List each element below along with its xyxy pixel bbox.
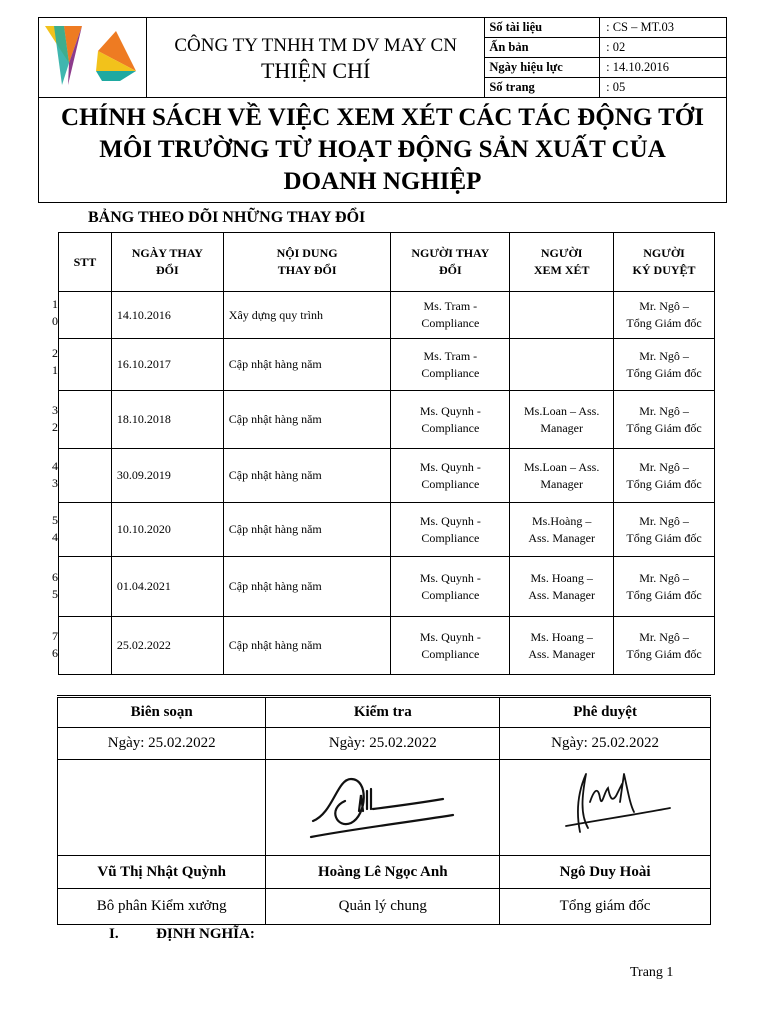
table-row <box>59 503 715 557</box>
reviewer-cell: Ms. Hoang – Ass. Manager <box>510 557 614 617</box>
company-name-line1: CÔNG TY TNHH TM DV MAY CN <box>174 34 457 56</box>
reviewer-cell: Ms.Loan – Ass. Manager <box>510 449 614 503</box>
position-row <box>58 889 711 925</box>
title-line-1: CHÍNH SÁCH VỀ VIỆC XEM XÉT CÁC TÁC ĐỘNG TỚI <box>61 104 704 131</box>
date-cell: 01.04.2021 <box>111 557 223 617</box>
doc-number-label: Số tài liệu <box>485 18 600 38</box>
date-row <box>58 728 711 760</box>
date-checked: Ngày: 25.02.2022 <box>266 728 500 760</box>
row-number: 7 6 <box>52 629 58 660</box>
table-row <box>59 449 715 503</box>
date-cell: 25.02.2022 <box>111 617 223 675</box>
title-line-2: MÔI TRƯỜNG TỪ HOẠT ĐỘNG SẢN XUẤT CỦA <box>99 136 666 163</box>
handwritten-signature <box>293 765 473 845</box>
changer-cell: Ms. Quynh - Compliance <box>391 617 510 675</box>
role-checked: Kiểm tra <box>266 697 500 728</box>
tracking-table-title: BẢNG THEO DÕI NHỮNG THAY ĐỔI <box>88 209 366 226</box>
reviewer-cell: Ms.Loan – Ass. Manager <box>510 391 614 449</box>
changer-cell: Ms. Tram - Compliance <box>391 339 510 391</box>
header-date: NGÀY THAY ĐỔI <box>111 233 223 292</box>
row-number: 5 4 <box>52 513 58 544</box>
content-cell: Xây dựng quy trình <box>223 292 391 339</box>
header-stt: STT <box>59 233 112 292</box>
role-prepared: Biên soạn <box>58 697 266 728</box>
row-number: 3 2 <box>52 403 58 434</box>
changer-cell: Ms. Quynh - Compliance <box>391 449 510 503</box>
signature-row <box>58 760 711 856</box>
table-row <box>59 617 715 675</box>
date-cell: 18.10.2018 <box>111 391 223 449</box>
reviewer-cell: Ms. Hoang – Ass. Manager <box>510 617 614 675</box>
document-title <box>39 98 727 203</box>
document-header <box>38 17 727 203</box>
row-number: 2 1 <box>52 346 58 377</box>
approval-signature-table <box>57 695 711 925</box>
name-checked: Hoàng Lê Ngọc Anh <box>266 856 500 889</box>
row-number: 4 3 <box>52 459 58 490</box>
content-cell: Cập nhật hàng năm <box>223 617 391 675</box>
stt-cell <box>59 292 112 339</box>
date-cell: 16.10.2017 <box>111 339 223 391</box>
content-cell: Cập nhật hàng năm <box>223 339 391 391</box>
header-content: NỘI DUNG THAY ĐỔI <box>223 233 391 292</box>
changer-cell: Ms. Quynh - Compliance <box>391 391 510 449</box>
effective-date-label: Ngày hiệu lực <box>485 58 600 78</box>
date-prepared: Ngày: 25.02.2022 <box>58 728 266 760</box>
role-approved: Phê duyệt <box>500 697 711 728</box>
content-cell: Cập nhật hàng năm <box>223 503 391 557</box>
row-number: 6 5 <box>52 570 58 601</box>
stt-cell <box>59 557 112 617</box>
section-number: I. <box>109 926 119 942</box>
title-line-3: DOANH NGHIỆP <box>283 168 482 195</box>
effective-date-value: : 14.10.2016 <box>600 58 727 78</box>
content-cell: Cập nhật hàng năm <box>223 391 391 449</box>
edition-label: Ấn bản <box>485 38 600 58</box>
approver-cell: Mr. Ngô – Tổng Giám đốc <box>614 339 715 391</box>
table-row <box>59 292 715 339</box>
content-cell: Cập nhật hàng năm <box>223 557 391 617</box>
row-number: 1 0 <box>52 297 58 328</box>
approver-cell: Mr. Ngô – Tổng Giám đốc <box>614 449 715 503</box>
content-cell: Cập nhật hàng năm <box>223 449 391 503</box>
approver-cell: Mr. Ngô – Tổng Giám đốc <box>614 503 715 557</box>
table-row <box>59 391 715 449</box>
edition-value: : 02 <box>600 38 727 58</box>
section-title: ĐỊNH NGHĨA: <box>156 926 255 942</box>
signature-approved <box>500 760 711 856</box>
header-approver: NGƯỜI KÝ DUYỆT <box>614 233 715 292</box>
stt-cell <box>59 449 112 503</box>
stt-cell <box>59 503 112 557</box>
change-tracking-table <box>58 232 715 675</box>
changer-cell: Ms. Quynh - Compliance <box>391 557 510 617</box>
reviewer-cell: Ms.Hoàng – Ass. Manager <box>510 503 614 557</box>
date-cell: 30.09.2019 <box>111 449 223 503</box>
signature-prepared <box>58 760 266 856</box>
company-name-cell <box>146 18 484 98</box>
handwritten-signature <box>520 762 690 848</box>
stt-cell <box>59 391 112 449</box>
approver-cell: Mr. Ngô – Tổng Giám đốc <box>614 617 715 675</box>
approver-cell: Mr. Ngô – Tổng Giám đốc <box>614 391 715 449</box>
role-row <box>58 697 711 728</box>
name-prepared: Vũ Thị Nhật Quỳnh <box>58 856 266 889</box>
table-row <box>59 339 715 391</box>
approver-cell: Mr. Ngô – Tổng Giám đốc <box>614 557 715 617</box>
position-approved: Tổng giám đốc <box>500 889 711 925</box>
reviewer-cell <box>510 292 614 339</box>
page-count-value: : 05 <box>600 78 727 98</box>
date-cell: 14.10.2016 <box>111 292 223 339</box>
section-heading <box>109 926 255 943</box>
stt-cell <box>59 617 112 675</box>
position-checked: Quản lý chung <box>266 889 500 925</box>
page-number: Trang 1 <box>630 965 674 980</box>
reviewer-cell <box>510 339 614 391</box>
name-approved: Ngô Duy Hoài <box>500 856 711 889</box>
changer-cell: Ms. Tram - Compliance <box>391 292 510 339</box>
header-reviewer: NGƯỜI XEM XÉT <box>510 233 614 292</box>
company-name-line2: THIỆN CHÍ <box>260 57 371 83</box>
header-changer: NGƯỜI THAY ĐỔI <box>391 233 510 292</box>
approver-cell: Mr. Ngô – Tổng Giám đốc <box>614 292 715 339</box>
stt-cell <box>59 339 112 391</box>
logo-cell <box>39 18 147 98</box>
changer-cell: Ms. Quynh - Compliance <box>391 503 510 557</box>
company-logo <box>42 23 142 87</box>
date-cell: 10.10.2020 <box>111 503 223 557</box>
table-row <box>59 557 715 617</box>
doc-number-value: : CS – MT.03 <box>600 18 727 38</box>
position-prepared: Bô phân Kiểm xưởng <box>58 889 266 925</box>
page-count-label: Số trang <box>485 78 600 98</box>
name-row <box>58 856 711 889</box>
date-approved: Ngày: 25.02.2022 <box>500 728 711 760</box>
signature-checked <box>266 760 500 856</box>
table-header-row <box>59 233 715 292</box>
